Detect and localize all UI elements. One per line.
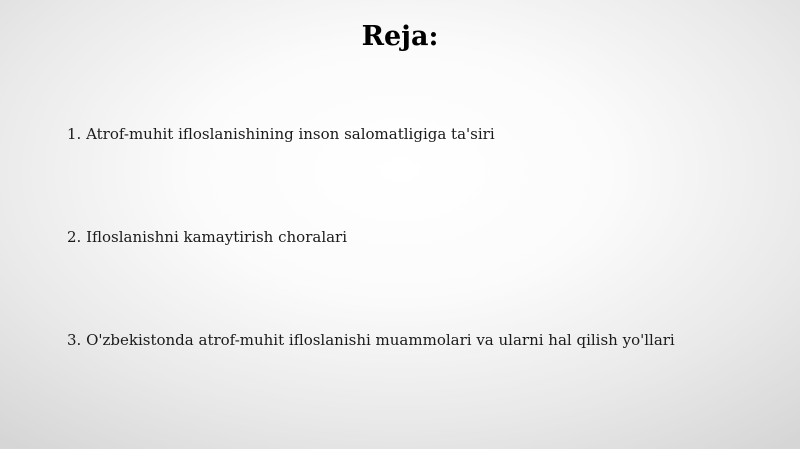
plan-item-3: 3. O'zbekistonda atrof-muhit ifloslanishi muammolari va ularni hal qilish yo'llari <box>67 331 675 349</box>
slide-title: Reja: <box>361 21 439 52</box>
plan-item-2: 2. Ifloslanishni kamaytirish choralari <box>67 228 348 246</box>
plan-item-1: 1. Atrof-muhit ifloslanishining inson salomatligiga ta'siri <box>67 125 495 143</box>
